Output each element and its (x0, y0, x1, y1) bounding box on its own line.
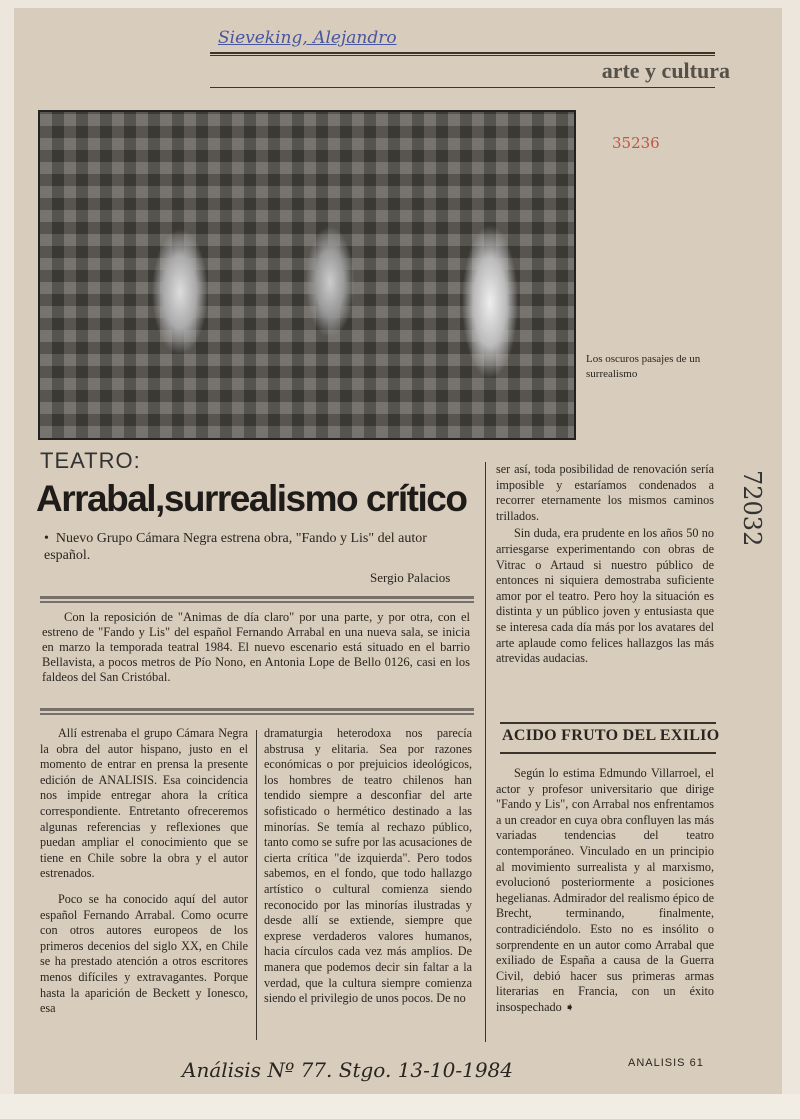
bullet-icon: • (44, 531, 56, 546)
headline: Arrabal,surrealismo crítico (36, 478, 467, 519)
intro-rule-top (40, 596, 474, 599)
section-title: arte y cultura (601, 58, 730, 83)
intro-rule-bottom (40, 708, 474, 711)
kicker: TEATRO: (40, 448, 141, 473)
header-rule-top-thin (210, 55, 715, 56)
header-rule-top (210, 52, 715, 54)
subhead: ACIDO FRUTO DEL EXILIO (502, 727, 720, 744)
paragraph: Poco se ha conocido aquí del autor español Fernando Arrabal. Como ocurre con otros autores europeos de los primeros decenios del siglo XX, en Chile se ha prestado atención a otros escritores menos difíciles y extravagantes. Porque hasta la aparición de Beckett y Ionesco, esa (40, 891, 248, 1016)
deck (44, 530, 454, 564)
byline: Sergio Palacios (370, 570, 451, 585)
photo-caption: Los oscuros pasajes de un surrealismo (586, 353, 701, 380)
subhead-rule-top (500, 722, 716, 724)
column-3 (496, 462, 714, 677)
archive-number: 35236 (612, 134, 660, 152)
handwritten-margin-number: 72032 (738, 470, 766, 547)
column-divider (256, 730, 257, 1040)
intro-rule-bottom2 (40, 713, 474, 715)
header-rule-bottom (210, 87, 715, 88)
column-3-continued (496, 766, 714, 1026)
column-2 (264, 726, 472, 1017)
deck-text: Nuevo Grupo Cámara Negra estrena obra, "Fando y Lis" del autor español. (44, 531, 427, 563)
arrow-right-icon: ➧ (564, 999, 575, 1014)
intro-paragraph: Con la reposición de "Animas de día claro" por una parte, y por otra, con el estreno de "Fando y Lis" del español Fernando Arrabal en una nueva sala, se inicia en marzo la temporada teatral 1984. El nuevo escenario está situado en el barrio Bellavista, a pocos metros de Pío Nono, en Antonia Lope de Bello 0126, casi en los faldeos del San Cristóbal. (42, 610, 470, 684)
theatre-photo (38, 110, 576, 440)
column-divider (485, 462, 486, 1042)
subhead-rule-bottom (500, 752, 716, 754)
paragraph-text: Según lo estima Edmundo Villarroel, el actor y profesor universitario que dirige "Fando y Lis", con Arrabal nos enfrentamos a un creador en cuya obra confluyen las más variadas tendencias del teatro contemporáneo. Vinculado en un principio al movimiento surrealista y al marxismo, evolucionó posteriormente a posiciones hegelianas. Admirador del realismo épico de Brecht, terminando, finalmente, contradiciéndolo. Esto no es insólito o sorprendente en un autor como Arrabal que exiliado de España a causa de la Guerra Civil, debió hacer sus primeras armas literarias en Francia, con un éxito insospechado (496, 766, 714, 1014)
paragraph: ser así, toda posibilidad de renovación sería imposible y estaríamos condenados a recorrer eternamente los mismos caminos trillados. (496, 462, 714, 523)
paragraph: Allí estrenaba el grupo Cámara Negra la obra del autor hispano, justo en el momento de entrar en prensa la presente edición de ANALISIS. Esa coincidencia nos impide entregar ahora la crítica correspondiente. Entretanto ofreceremos algunas referencias y reflexiones que puedan ampliar el conocimiento que se tiene en Chile sobre la obra y el autor estrenados. (40, 726, 248, 881)
column-1 (40, 726, 248, 1027)
paragraph: Sin duda, era prudente en los años 50 no arriesgarse experimentando con obras de Vitrac o Artaud si nuestro público de entonces ni siquiera demostraba suficiente amor por el teatro. Pero hoy la situación es distinta y un público joven y entusiasta que se interesa cada día más por los avatares del arte aplaude como felices hallazgos las más atrevidas audacias. (496, 526, 714, 666)
paragraph (496, 766, 714, 1016)
archive-sheet-margin (0, 1094, 800, 1119)
handwritten-source-note: Análisis Nº 77. Stgo. 13-10-1984 (182, 1058, 514, 1082)
page-folio: ANALISIS 61 (628, 1057, 704, 1069)
intro-rule-top2 (40, 601, 474, 603)
paragraph: dramaturgia heterodoxa nos parecía abstrusa y elitaria. Sea por razones económicas o por prejuicios ideológicos, los hombres de teatro chilenos han tendido siempre a desconfiar del arte sofisticado o hermético destinado a las minorías. Se temía al rechazo público, tanto como se sufre por las acusaciones de cierta crítica "de izquierda". Pero todos sabemos, en el fondo, que todo hallazgo artístico o cultural comienza siendo reconocido por las minorías ilustradas y desde allí se extiende, siempre que exprese verdaderos valores humanos, hacia círculos cada vez más amplios. De manera que podemos decir sin faltar a la verdad, que la cultura siempre comienza siendo el privilegio de unos pocos. De no (264, 726, 472, 1006)
handwritten-author-note: Sieveking, Alejandro (218, 28, 397, 48)
